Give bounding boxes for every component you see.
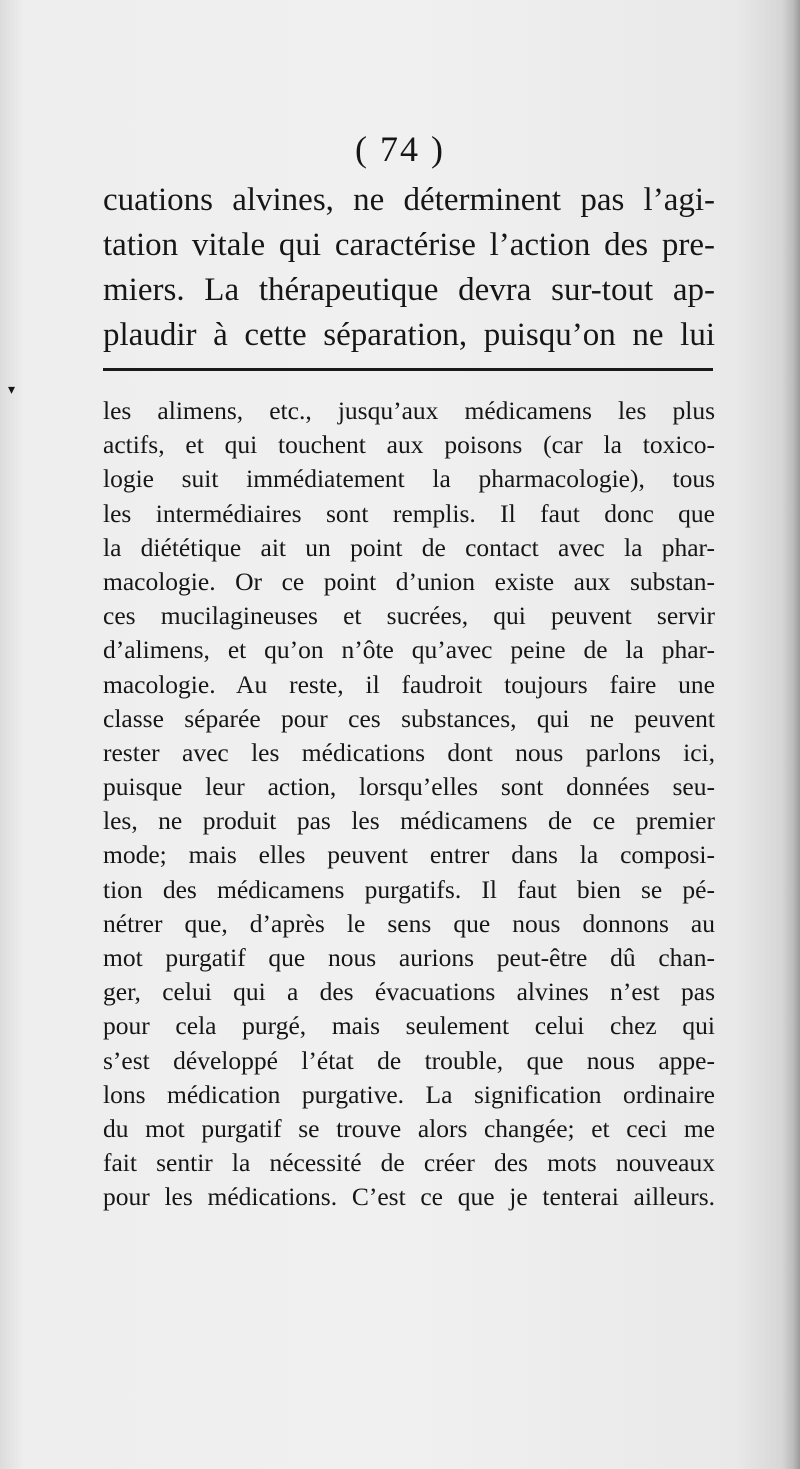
footnote-separator-rule — [103, 368, 713, 371]
footnote-line: actifs, et qui touchent aux poisons (car la toxico- — [103, 430, 715, 460]
footnote-line: logie suit immédiatement la pharmacologie), tous — [103, 464, 715, 494]
footnote-line: classe séparée pour ces substances, qui ne peuvent — [103, 703, 715, 733]
footnote-text-block — [103, 394, 715, 1215]
footnote-line: lons médication purgative. La signification ordinaire — [103, 1079, 715, 1109]
main-text-line: plaudir à cette séparation, puisqu’on ne lui — [103, 317, 715, 353]
footnote-line: macologie. Au reste, il faudroit toujours faire une — [103, 669, 715, 699]
margin-mark: ▾ — [8, 382, 16, 398]
footnote-line: rester avec les médications dont nous parlons ici, — [103, 737, 715, 767]
footnote-line: mot purgatif que nous aurions peut-être dû chan- — [103, 943, 715, 972]
footnote-line: macologie. Or ce point d’union existe aux substan- — [103, 566, 715, 596]
footnote-line: ces mucilagineuses et sucrées, qui peuvent servir — [103, 601, 715, 631]
footnote-line: ger, celui qui a des évacuations alvines n’est pas — [103, 977, 715, 1007]
main-text-block — [103, 178, 715, 358]
footnote-line: tion des médicamens purgatifs. Il faut bien se pé- — [103, 874, 715, 904]
main-text-line: miers. La thérapeutique devra sur-tout ap- — [103, 272, 715, 308]
page-edge-shadow — [782, 0, 800, 1469]
footnote-line: d’alimens, et qu’on n’ôte qu’avec peine de la phar- — [103, 635, 715, 665]
page-number: ( 74 ) — [355, 129, 445, 169]
footnote-line: mode; mais elles peuvent entrer dans la composi- — [103, 840, 715, 870]
footnote-line: les alimens, etc., jusqu’aux médicamens les plus — [103, 396, 715, 425]
footnote-line: la diététique ait un point de contact avec la phar- — [103, 532, 715, 562]
footnote-line: puisque leur action, lorsqu’elles sont données seu- — [103, 772, 715, 802]
footnote-line: pour les médications. C’est ce que je tenterai ailleurs. — [103, 1182, 715, 1212]
footnote-line: s’est développé l’état de trouble, que nous appe- — [103, 1045, 715, 1075]
footnote-line: du mot purgatif se trouve alors changée; et ceci me — [103, 1113, 715, 1143]
footnote-line: les intermédiaires sont remplis. Il faut donc que — [103, 498, 715, 528]
footnote-line: les, ne produit pas les médicamens de ce premier — [103, 806, 715, 836]
main-text-line: cuations alvines, ne déterminent pas l’agi- — [103, 182, 715, 218]
footnote-line: fait sentir la nécessité de créer des mots nouveaux — [103, 1148, 715, 1178]
main-text-line: tation vitale qui caractérise l’action des pre- — [103, 227, 715, 263]
footnote-line: pour cela purgé, mais seulement celui chez qui — [103, 1011, 715, 1041]
footnote-line: nétrer que, d’après le sens que nous donnons au — [103, 908, 715, 938]
